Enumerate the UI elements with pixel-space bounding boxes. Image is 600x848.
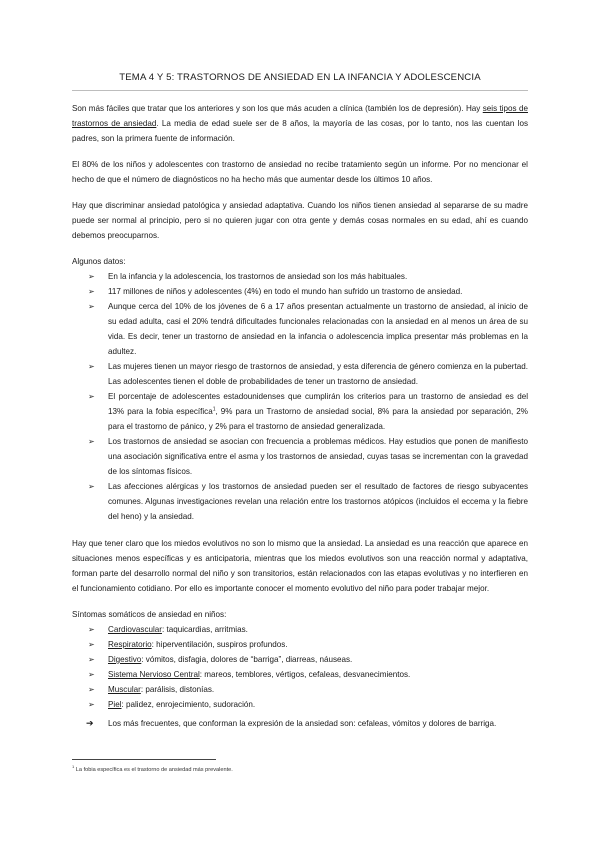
arrow-bullet-icon: ➢: [88, 362, 95, 371]
paragraph-4: Hay que tener claro que los miedos evolutivos no son lo mismo que la ansiedad. La ansiedad es una reacción que aparece en situaciones menos específicas y es anticipatoria, mientras que los miedos evolutivos son una reacción normal y adaptativa, forman parte del desarrollo normal del niño y son transitorios, están relacionados con las etapas evolutivas y no interfieren en el funcionamiento cotidiano. Por ello es importante conocer el momento evolutivo del niño para poder trabajar mejor.: [72, 539, 528, 593]
footnote-divider: [72, 759, 216, 760]
arrow-bullet-icon: ➢: [88, 685, 95, 694]
arrow-bullet-icon: ➢: [88, 302, 95, 311]
arrow-bullet-icon: ➢: [88, 655, 95, 664]
underlined-phrase: seis tipos de trastornos de ansiedad: [72, 104, 528, 128]
title-divider: [72, 90, 528, 91]
arrow-bullet-icon: ➢: [88, 670, 95, 679]
list-item: ➢ Respiratorio: hiperventilación, suspiros profundos.: [72, 637, 528, 652]
footnote-ref[interactable]: 1: [212, 406, 216, 413]
list-item: ➢ Sistema Nervioso Central: mareos, temblores, vértigos, cefaleas, desvanecimientos.: [72, 667, 528, 682]
list-item: ➢ El porcentaje de adolescentes estadounidenses que cumplirán los criterios para un trastorno de ansiedad es del 13% para la fobia específica$^1$, 9% para un Trastorno de ansiedad social, 8% para la ansiedad por separación, 2% para el trastorno de pánico, y 2% para el trastorno de ansiedad generalizada.: [72, 389, 528, 434]
datos-list: [72, 269, 528, 524]
list-item: ➢ Cardiovascular: taquicardias, arritmias.: [72, 622, 528, 637]
conclusion: ➔ Los más frecuentes, que conforman la expresión de la ansiedad son: cefaleas, vómitos y dolores de barriga.: [72, 716, 528, 731]
arrow-bullet-icon: ➢: [88, 625, 95, 634]
datos-heading: Algunos datos:: [72, 257, 126, 266]
list-item: ➢ En la infancia y la adolescencia, los trastornos de ansiedad son los más habituales.: [72, 269, 528, 284]
arrow-bullet-icon: ➢: [88, 640, 95, 649]
arrow-bullet-icon: ➢: [88, 437, 95, 446]
list-item: ➢ Muscular: parálisis, distonías.: [72, 682, 528, 697]
list-item: ➢ Aunque cerca del 10% de los jóvenes de 6 a 17 años presentan actualmente un trastorno de ansiedad, al inicio de su edad adulta, casi el 20% tendrá dificultades funcionales relacionadas con la ansiedad en al menos un área de su vida. Es decir, tener un trastorno de ansiedad en la infancia o adolescencia implica presentar más problemas en la adultez.: [72, 299, 528, 359]
right-arrow-icon: ➔: [86, 718, 94, 728]
list-item: ➢ Los trastornos de ansiedad se asocian con frecuencia a problemas médicos. Hay estudios que ponen de manifiesto una asociación significativa entre el asma y los trastornos de ansiedad, cuyas tasas se incrementan con la gravedad de los síntomas físicos.: [72, 434, 528, 479]
arrow-bullet-icon: ➢: [88, 272, 95, 281]
list-item: ➢ Piel: palidez, enrojecimiento, sudoración.: [72, 697, 528, 712]
arrow-bullet-icon: ➢: [88, 482, 95, 491]
intro-paragraph: Son más fáciles que tratar que los anteriores y son los que más acuden a clínica (también los de depresión). Hay seis tipos de trastornos de ansiedad. La media de edad suele ser de 8 años, la mayoría de las cosas, por lo tanto, nos las cuentan los padres, son la primera fuente de información.: [72, 104, 528, 143]
paragraph-3: Hay que discriminar ansiedad patológica y ansiedad adaptativa. Cuando los niños tienen ansiedad al separarse de su madre puede ser normal al principio, pero si no quieren jugar con otra gente y demás cosas normales en su edad, ahí es cuando debemos preocuparnos.: [72, 201, 528, 240]
sintomas-heading: Síntomas somáticos de ansiedad en niños:: [72, 610, 227, 619]
page-title: TEMA 4 Y 5: TRASTORNOS DE ANSIEDAD EN LA INFANCIA Y ADOLESCENCIA: [119, 72, 481, 83]
footnote: $^1$ La fobia específica es el trastorno de ansiedad más prevalente.: [72, 764, 233, 773]
arrow-bullet-icon: ➢: [88, 700, 95, 709]
sintomas-list: [72, 622, 528, 712]
list-item: ➢ Las afecciones alérgicas y los trastornos de ansiedad pueden ser el resultado de factores de riesgo subyacentes comunes. Algunas investigaciones revelan una relación entre los trastornos atópicos (incluidos el eccema y la fiebre del heno) y la ansiedad.: [72, 479, 528, 524]
list-item: ➢ 117 millones de niños y adolescentes (4%) en todo el mundo han sufrido un trastorno de ansiedad.: [72, 284, 528, 299]
arrow-bullet-icon: ➢: [88, 287, 95, 296]
document-body: [72, 101, 528, 731]
list-item: ➢ Digestivo: vómitos, disfagia, dolores de “barriga”, diarreas, náuseas.: [72, 652, 528, 667]
paragraph-2: El 80% de los niños y adolescentes con trastorno de ansiedad no recibe tratamiento según un informe. Por no mencionar el hecho de que el número de diagnósticos no ha hecho más que aumentar desde los últimos 10 años.: [72, 160, 528, 184]
arrow-bullet-icon: ➢: [88, 392, 95, 401]
list-item: ➢ Las mujeres tienen un mayor riesgo de trastornos de ansiedad, y esta diferencia de género comienza en la pubertad. Las adolescentes tienen el doble de probabilidades de tener un trastorno de ansiedad.: [72, 359, 528, 389]
